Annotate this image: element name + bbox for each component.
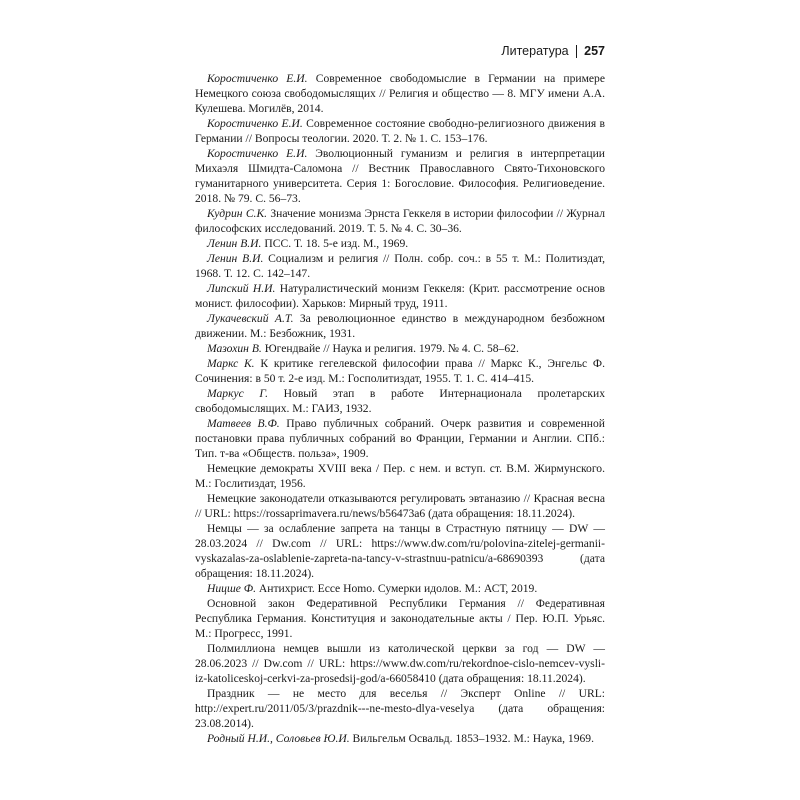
chapter-title: Литература bbox=[501, 44, 569, 58]
bibliography-entry bbox=[195, 641, 605, 686]
bibliography-entry bbox=[195, 251, 605, 281]
entry-text: Немецкие демократы XVIII века / Пер. с нем. и вступ. ст. В.М. Жирмунского. М.: Гослитиздат, 1956. bbox=[195, 462, 605, 490]
entry-text: ПСС. Т. 18. 5-е изд. М., 1969. bbox=[261, 237, 409, 250]
entry-text: Немцы — за ослабление запрета на танцы в Страстную пятницу — DW — 28.03.2024 // Dw.com // URL: https://www.dw.com/ru/polovina-zitelej-germanii-vyskazalas-za-oslablenie-zapreta-na-tancy-v-strastnuu-patnicu/a-68690393 (дата обращения: 18.11.2024). bbox=[195, 522, 605, 580]
entry-author: Лукачевский А.Т. bbox=[207, 312, 294, 325]
entry-author: Мазохин В. bbox=[207, 342, 262, 355]
bibliography-entry bbox=[195, 311, 605, 341]
entry-text: Новый этап в работе Интернационала пролетарских свободомыслящих. М.: ГАИЗ, 1932. bbox=[195, 387, 605, 415]
entry-text: Полмиллиона немцев вышли из католической церкви за год — DW — 28.06.2023 // Dw.com // URL: https://www.dw.com/ru/rekordnoe-cislo-nemcev-vysli-iz-katoliceskoj-cerkvi-za-prosedsij-god/a-66058410 (дата обращения: 18.11.2024). bbox=[195, 642, 605, 685]
entry-text: Антихрист. Ecce Homo. Сумерки идолов. М.: АСТ, 2019. bbox=[256, 582, 538, 595]
bibliography-entry bbox=[195, 236, 605, 251]
bibliography-entry bbox=[195, 356, 605, 386]
entry-text: Праздник — не место для веселья // Эксперт Online // URL: http://expert.ru/2011/05/3/prazdnik---ne-mesto-dlya-veselya (дата обращения: 23.08.2014). bbox=[195, 687, 605, 730]
entry-text: Право публичных собраний. Очерк развития и современной постановки права публичных собраний во Франции, Германии и Англии. СПб.: Тип. т-ва «Обществ. польза», 1909. bbox=[195, 417, 606, 460]
entry-text: К критике гегелевской философии права // Маркс К., Энгельс Ф. Сочинения: в 50 т. 2-е изд. М.: Госполитиздат, 1955. Т. 1. С. 414–415. bbox=[195, 357, 605, 385]
bibliography-entry bbox=[195, 491, 605, 521]
entry-text: Вильгельм Освальд. 1853–1932. М.: Наука, 1969. bbox=[349, 732, 594, 745]
bibliography-entry bbox=[195, 386, 605, 416]
entry-author: Ленин В.И. bbox=[207, 237, 262, 250]
header-divider bbox=[576, 45, 578, 58]
entry-author: Коростиченко Е.И. bbox=[207, 117, 303, 130]
bibliography-entry bbox=[195, 596, 605, 641]
bibliography-entry bbox=[195, 146, 605, 206]
bibliography-entry bbox=[195, 461, 605, 491]
book-page bbox=[195, 0, 605, 800]
page-number: 257 bbox=[584, 44, 605, 58]
entry-text: За революционное единство в международном безбожном движении. М.: Безбожник, 1931. bbox=[195, 312, 605, 340]
entry-text: Основной закон Федеративной Республики Германия // Федеративная Республика Германия. Конституция и законодательные акты / Пер. Ю.П. Урьяс. М.: Прогресс, 1991. bbox=[195, 597, 605, 640]
entry-text: Современное состояние свободно-религиозного движения в Германии // Вопросы теологии. 2020. Т. 2. № 1. С. 153–176. bbox=[195, 117, 605, 145]
entry-text: Социализм и религия // Полн. собр. соч.: в 55 т. М.: Политиздат, 1968. Т. 12. С. 142–147. bbox=[195, 252, 605, 280]
entry-author: Маркус Г. bbox=[207, 387, 269, 400]
entry-author: Родный Н.И., Соловьев Ю.И. bbox=[207, 732, 350, 745]
entry-text: Югендвайе // Наука и религия. 1979. № 4. С. 58–62. bbox=[261, 342, 519, 355]
entry-text: Значение монизма Эрнста Геккеля в истории философии // Журнал философских исследований. 2019. Т. 5. № 4. С. 30–36. bbox=[195, 207, 605, 235]
entry-author: Маркс К. bbox=[207, 357, 255, 370]
bibliography-entry bbox=[195, 581, 605, 596]
bibliography-entry bbox=[195, 116, 605, 146]
entry-text: Немецкие законодатели отказываются регулировать эвтаназию // Красная весна // URL: https://rossaprimavera.ru/news/b56473a6 (дата обращения: 18.11.2024). bbox=[195, 492, 605, 520]
bibliography-list bbox=[195, 71, 605, 746]
entry-author: Ленин В.И. bbox=[207, 252, 264, 265]
entry-text: Современное свободомыслие в Германии на примере Немецкого союза свободомыслящих // Религия и общество — 8. МГУ имени А.А. Кулешева. Могилёв, 2014. bbox=[195, 72, 605, 115]
entry-text: Натуралистический монизм Геккеля: (Крит. рассмотрение основ монист. философии). Харьков: Мирный труд, 1911. bbox=[195, 282, 605, 310]
bibliography-entry bbox=[195, 731, 605, 746]
entry-author: Ницше Ф. bbox=[207, 582, 256, 595]
running-header bbox=[501, 44, 605, 58]
entry-author: Кудрин С.К. bbox=[207, 207, 268, 220]
bibliography-entry bbox=[195, 71, 605, 116]
bibliography-entry bbox=[195, 206, 605, 236]
entry-author: Липский Н.И. bbox=[207, 282, 276, 295]
bibliography-entry bbox=[195, 416, 605, 461]
bibliography-entry bbox=[195, 686, 605, 731]
entry-author: Матвеев В.Ф. bbox=[207, 417, 280, 430]
entry-text: Эволюционный гуманизм и религия в интерпретации Михаэля Шмидта-Саломона // Вестник Православного Свято-Тихоновского гуманитарного университета. Серия 1: Богословие. Философия. Религиоведение. 2018. № 79. С. 56–73. bbox=[195, 147, 605, 205]
bibliography-entry bbox=[195, 521, 605, 581]
entry-author: Коростиченко Е.И. bbox=[207, 72, 308, 85]
bibliography-entry bbox=[195, 281, 605, 311]
entry-author: Коростиченко Е.И. bbox=[207, 147, 308, 160]
bibliography-entry bbox=[195, 341, 605, 356]
